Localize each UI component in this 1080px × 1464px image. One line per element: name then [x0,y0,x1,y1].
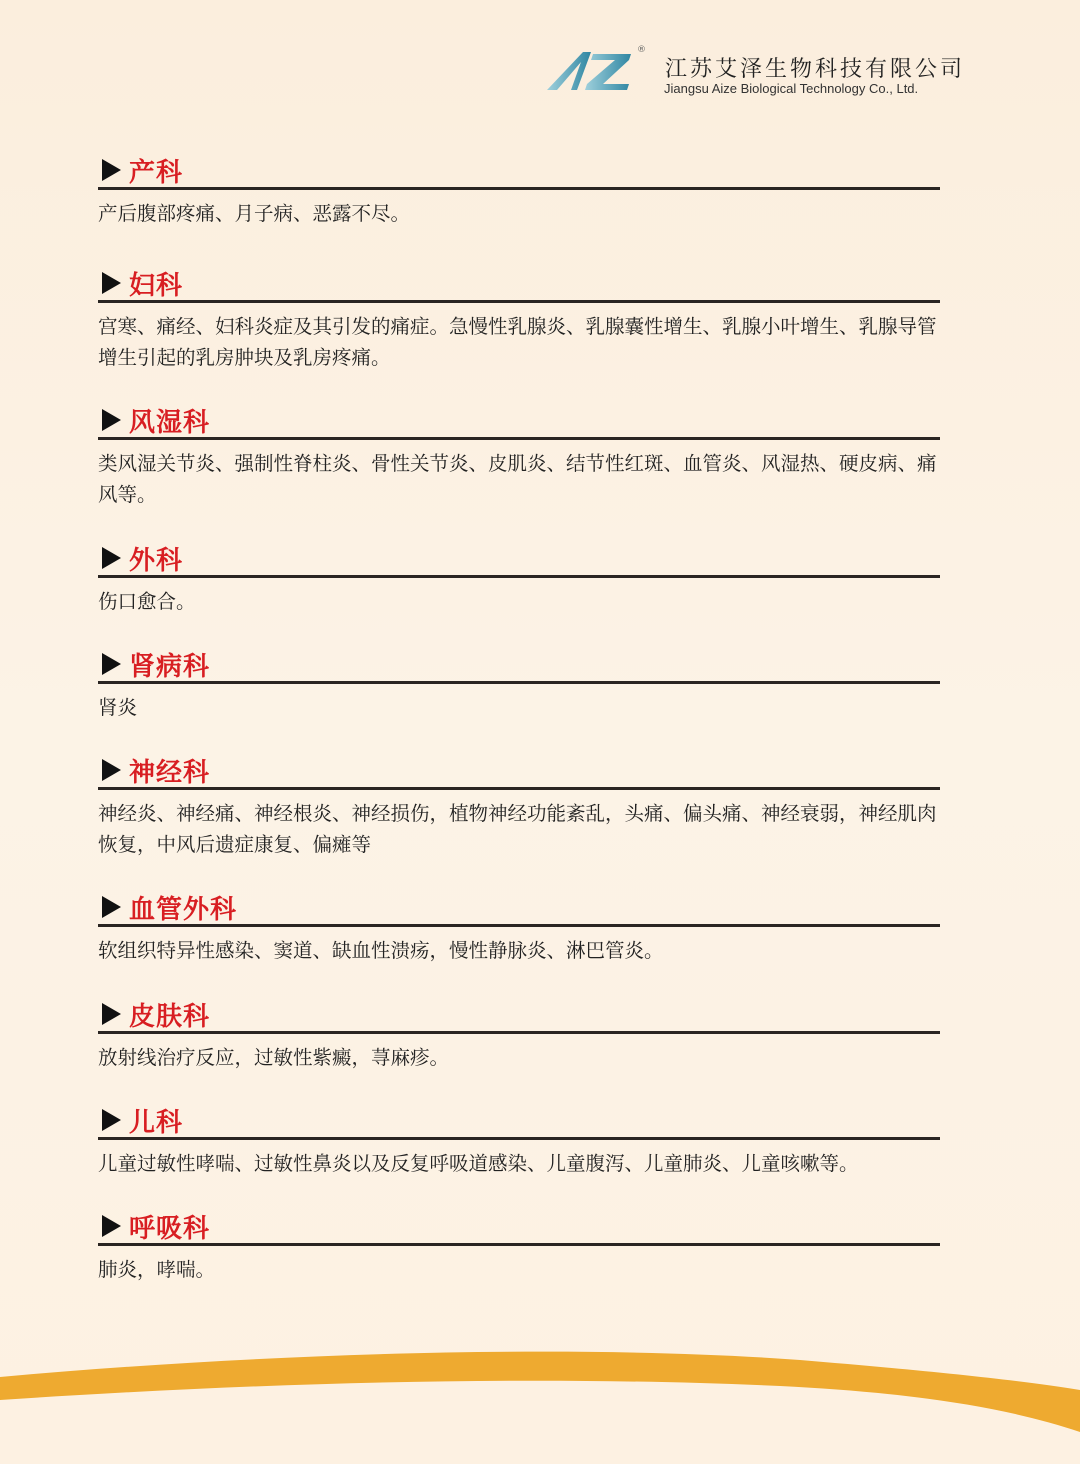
section-text: 宫寒、痛经、妇科炎症及其引发的痛症。急慢性乳腺炎、乳腺囊性增生、乳腺小叶增生、乳腺导管增生引起的乳房肿块及乳房疼痛。 [98,315,937,369]
section-text: 伤口愈合。 [98,590,196,613]
section-title: 神经科 [129,757,211,788]
svg-text:®: ® [637,45,646,55]
section-title: 外科 [129,545,184,576]
section-text: 肺炎，哮喘。 [98,1258,216,1281]
company-name-cn: 江苏艾泽生物科技有限公司 [665,57,966,82]
section-text: 放射线治疗反应，过敏性紫癜，荨麻疹。 [98,1046,450,1069]
section-text: 儿童过敏性哮喘、过敏性鼻炎以及反复呼吸道感染、儿童腹泻、儿童肺炎、儿童咳嗽等。 [98,1152,859,1175]
section-text: 产后腹部疼痛、月子病、恶露不尽。 [98,202,411,225]
section-title: 妇科 [129,270,184,301]
section-title: 风湿科 [129,407,211,438]
section-title: 血管外科 [129,894,238,925]
section-text: 类风湿关节炎、强制性脊柱炎、骨性关节炎、皮肌炎、结节性红斑、血管炎、风湿热、硬皮病、痛风等。 [98,452,937,506]
section-title: 产科 [129,157,184,188]
section-title: 儿科 [129,1107,184,1138]
section-text: 肾炎 [98,696,138,719]
section-title: 呼吸科 [129,1213,211,1244]
section-text: 软组织特异性感染、窦道、缺血性溃疡，慢性静脉炎、淋巴管炎。 [98,939,664,962]
company-name-en: Jiangsu Aize Biological Technology Co., Ltd. [664,81,919,96]
section-title: 肾病科 [129,651,211,682]
section-title: 皮肤科 [129,1001,211,1032]
section-text: 神经炎、神经痛、神经根炎、神经损伤，植物神经功能紊乱，头痛、偏头痛、神经衰弱，神经肌肉恢复，中风后遗症康复、偏瘫等 [98,802,937,856]
